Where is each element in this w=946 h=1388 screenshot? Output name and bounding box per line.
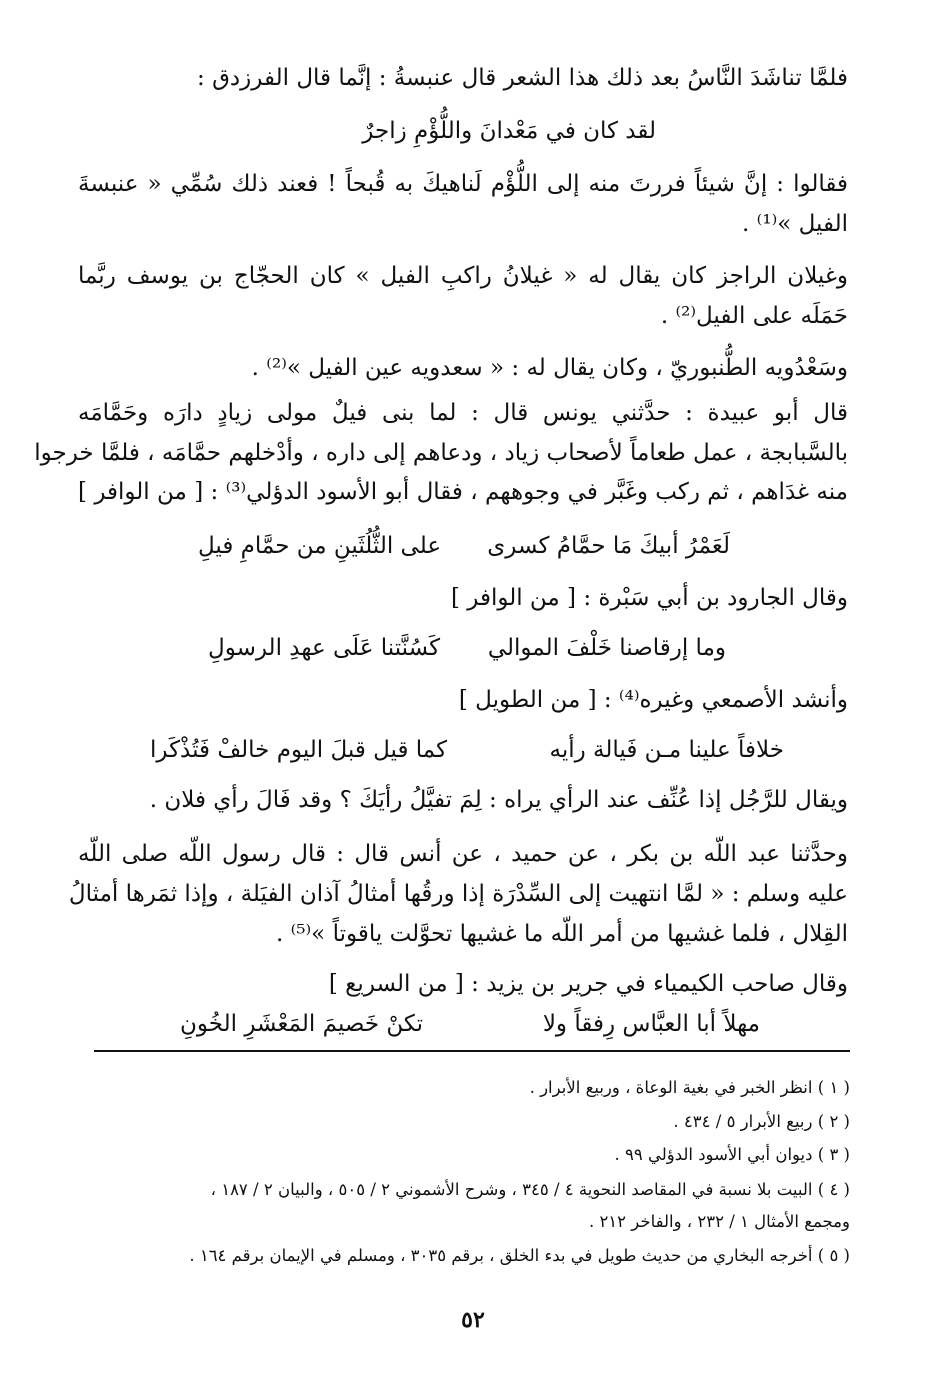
- footnote-text: ديوان أبي الأسود الدؤلي ٩٩ .: [614, 1145, 813, 1164]
- verse-hemistich: لقد كان في مَعْدانَ واللُّؤْمِ زاجرٌ: [362, 118, 656, 144]
- text-line: وسَعْدُويه الطُّنبوريّ ، وكان يقال له : « سعدويه عين الفيل »⁽²⁾ .: [251, 355, 848, 381]
- footnote-number: ( ٤ ): [817, 1180, 850, 1199]
- verse-first-hemistich: مهلاً أبا العبَّاس رِفقاً ولا: [542, 1011, 760, 1037]
- verse-first-hemistich: خلافاً علينا مـن فَيالة رأيه: [549, 737, 784, 763]
- text-line: عليه وسلم : « لمَّا انتهيت إلى السِّدْرَة إذا ورقُها أمثالُ آذان الفيَلة ، وإذا ثمَرها أمثالُ: [68, 881, 848, 907]
- verse-second-hemistich: تكنْ خَصيمَ المَعْشَرِ الخُونِ: [180, 1011, 423, 1037]
- text-line: الفيل »⁽¹⁾ .: [742, 211, 848, 237]
- text-line: وقال الجارود بن أبي سَبْرة : [ من الوافر ]: [450, 585, 848, 611]
- verse-second-hemistich: على الثُّلُثَينِ من حمَّامِ فيلِ: [198, 533, 442, 559]
- footnote-continuation: ومجمع الأمثال ١ / ٢٣٢ ، والفاخر ٢١٢ .: [588, 1212, 850, 1231]
- footnote-number: ( ٥ ): [817, 1246, 850, 1265]
- text-line: وقال صاحب الكيمياء في جرير بن يزيد : [ من السريع ]: [328, 971, 848, 997]
- text-line: القِلال ، فلما غشيها من أمر اللّه ما غشيها تحوَّلت ياقوتاً »⁽⁵⁾ .: [276, 921, 848, 947]
- footnote-number: ( ٢ ): [817, 1112, 850, 1131]
- verse-second-hemistich: كَسُنَّتنا عَلَى عهدِ الرسولِ: [208, 635, 441, 661]
- footnote: [189, 1244, 850, 1268]
- verse-first-hemistich: لَعَمْرُ أبيكَ مَا حمَّامُ كسرى: [487, 533, 730, 559]
- footnote-text: ربيع الأبرار ٥ / ٤٣٤ .: [673, 1112, 813, 1131]
- verse-first-hemistich: وما إرقاصنا خَلْفَ الموالي: [487, 635, 726, 661]
- text-line: وحدَّثنا عبد اللّه بن بكر ، عن حميد ، عن أنس قال : قال رسول اللّه صلى اللّه: [78, 841, 848, 867]
- footnote-number: ( ١ ): [817, 1078, 850, 1097]
- text-line: ويقال للرَّجُل إذا عُنِّف عند الرأي يراه : لِمَ تفيَّلُ رأيَكَ ؟ وقد فَالَ رأي فلان .: [149, 787, 848, 813]
- footnote: [211, 1178, 850, 1202]
- text-line: وأنشد الأصمعي وغيره⁽⁴⁾ : [ من الطويل ]: [458, 687, 848, 713]
- footnote: [614, 1143, 850, 1167]
- footnote-separator: [94, 1050, 850, 1052]
- footnote-number: ( ٣ ): [817, 1145, 850, 1164]
- footnote-text: انظر الخبر في بغية الوعاة ، وربيع الأبرار .: [529, 1078, 813, 1097]
- text-line: وغيلان الراجز كان يقال له « غيلانُ راكبِ الفيل » كان الحجّاج بن يوسف ربَّما: [78, 263, 848, 289]
- verse-second-hemistich: كما قيل قبلَ اليوم خالفْ فَتُذْكَرا: [150, 737, 448, 763]
- text-line: منه غدَاهم ، ثم ركب وغَبَّر في وجوههم ، فقال أبو الأسود الدؤلي⁽³⁾ : [ من الوافر ]: [78, 479, 848, 505]
- text-line: فقالوا : إنَّ شيئاً فررتَ منه إلى اللُّؤْم لَناهيكَ به قُبحاً ! فعند ذلك سُمِّي « عنبسةَ: [78, 171, 848, 197]
- footnote-text: أخرجه البخاري من حديث طويل في بدء الخلق ، برقم ٣٠٣٥ ، ومسلم في الإيمان برقم ١٦٤ .: [189, 1246, 813, 1265]
- footnote: [530, 1076, 850, 1100]
- text-line: بالسَّبابجة ، عمل طعاماً لأصحاب زياد ، ودعاهم إلى داره ، وأدْخلهم حمَّامَه ، فلمَّا خرجوا: [34, 440, 848, 466]
- footnote: [673, 1110, 850, 1134]
- text-line: فلمَّا تناشَدَ النَّاسُ بعد ذلك هذا الشعر قال عنبسةُ : إنَّما قال الفرزدق :: [197, 65, 848, 91]
- page-number: ٥٢: [461, 1307, 485, 1333]
- footnote-text: البيت بلا نسبة في المقاصد النحوية ٤ / ٣٤٥ ، وشرح الأشموني ٢ / ٥٠٥ ، والبيان ٢ / ١٨٧ ،: [210, 1180, 813, 1199]
- text-line: قال أبو عبيدة : حدَّثني يونس قال : لما بنى فيلٌ مولى زيادٍ دارَه وحَمَّامَه: [78, 400, 848, 426]
- text-line: حَمَلَه على الفيل⁽²⁾ .: [660, 303, 848, 329]
